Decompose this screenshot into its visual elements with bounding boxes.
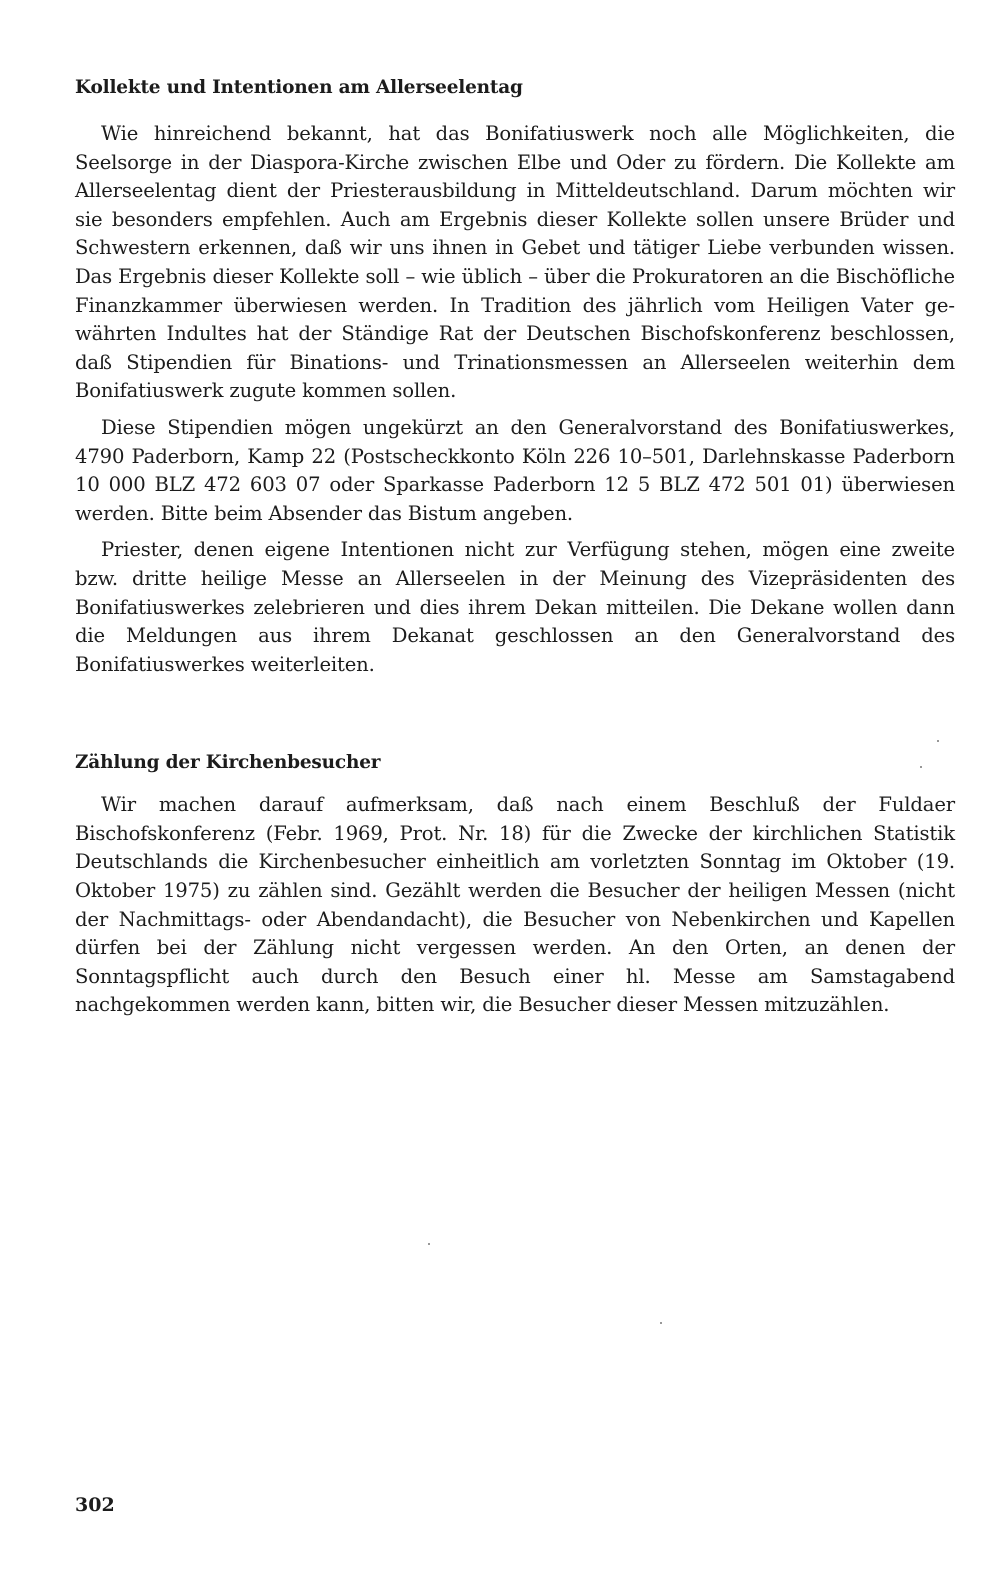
- scan-speck: [428, 1243, 430, 1245]
- page-number: 302: [75, 1494, 115, 1516]
- paragraph: Priester, denen eigene Intentionen nicht zur Verfügung stehen, mögen eine zweite bzw. dritte heilige Messe an Allerseelen in der Meinung des Vizepräsidenten des Bonifatiuswerkes zelebrieren und dies ihrem Dekan mitteilen. Die Dekane wollen dann die Meldungen aus ihrem Dekanat geschlossen an den Generalvorstand des Bonifatiuswerkes weiterleiten.: [75, 538, 955, 676]
- paragraph: Wir machen darauf aufmerksam, daß nach einem Beschluß der Fuldaer Bischofskonferenz (Febr. 1969, Prot. Nr. 18) für die Zwecke der kirchlichen Statistik Deutschlands die Kirchenbesucher einheitlich am vorletzten Sonntag im Oktober (19. Oktober 1975) zu zählen sind. Gezählt werden die Besucher der heiligen Messen (nicht der Nachmittags- oder Abendandacht), die Besucher von Nebenkirchen und Kapellen dürfen bei der Zählung nicht vergessen werden. An den Orten, an denen der Sonntagspflicht auch durch den Besuch einer hl. Messe am Samstagabend nachgekommen werden kann, bitten wir, die Besucher dieser Messen mitzuzählen.: [75, 793, 955, 1017]
- page-body: [75, 74, 955, 1020]
- paragraph: Diese Stipendien mögen ungekürzt an den Generalvorstand des Bonifatiuswerkes, 4790 Paderborn, Kamp 22 (Postscheckkonto Köln 226 10–501, Darlehnskasse Paderborn 10 000 BLZ 472 603 07 oder Sparkasse Paderborn 12 5 BLZ 472 501 01) überwiesen werden. Bitte beim Absender das Bistum angeben.: [75, 415, 955, 525]
- paragraph: Wie hinreichend bekannt, hat das Bonifatiuswerk noch alle Möglichkeiten, die Seelsorge in der Diaspora-Kirche zwischen Elbe und Oder zu fördern. Die Kollekte am Allerseelentag dient der Priesterausbildung in Mitteldeutschland. Darum möchten wir sie besonders empfehlen. Auch am Ergebnis dieser Kollekte sollen unsere Brüder und Schwestern erkennen, daß wir uns ihnen in Gebet und tätiger Liebe verbunden wissen. Das Ergebnis dieser Kollekte soll – wie üblich – über die Prokuratoren an die Bischöfliche Finanzkammer überwiesen werden. In Tradition des jährlich vom Heiligen Vater gewährten Indultes hat der Ständige Rat der Deutschen Bischofskonferenz beschlossen, daß Stipendien für Binations- und Trinationsmessen an Allerseelen weiterhin dem Bonifatiuswerk zugute kommen sollen.: [75, 122, 955, 403]
- scan-speck: [937, 740, 939, 742]
- scan-speck: [660, 1322, 662, 1324]
- scan-speck: [920, 766, 922, 768]
- section-heading-kollekte: Kollekte und Intentionen am Allerseelentag: [75, 77, 523, 98]
- section-heading-zaehlung: Zählung der Kirchenbesucher: [75, 752, 381, 774]
